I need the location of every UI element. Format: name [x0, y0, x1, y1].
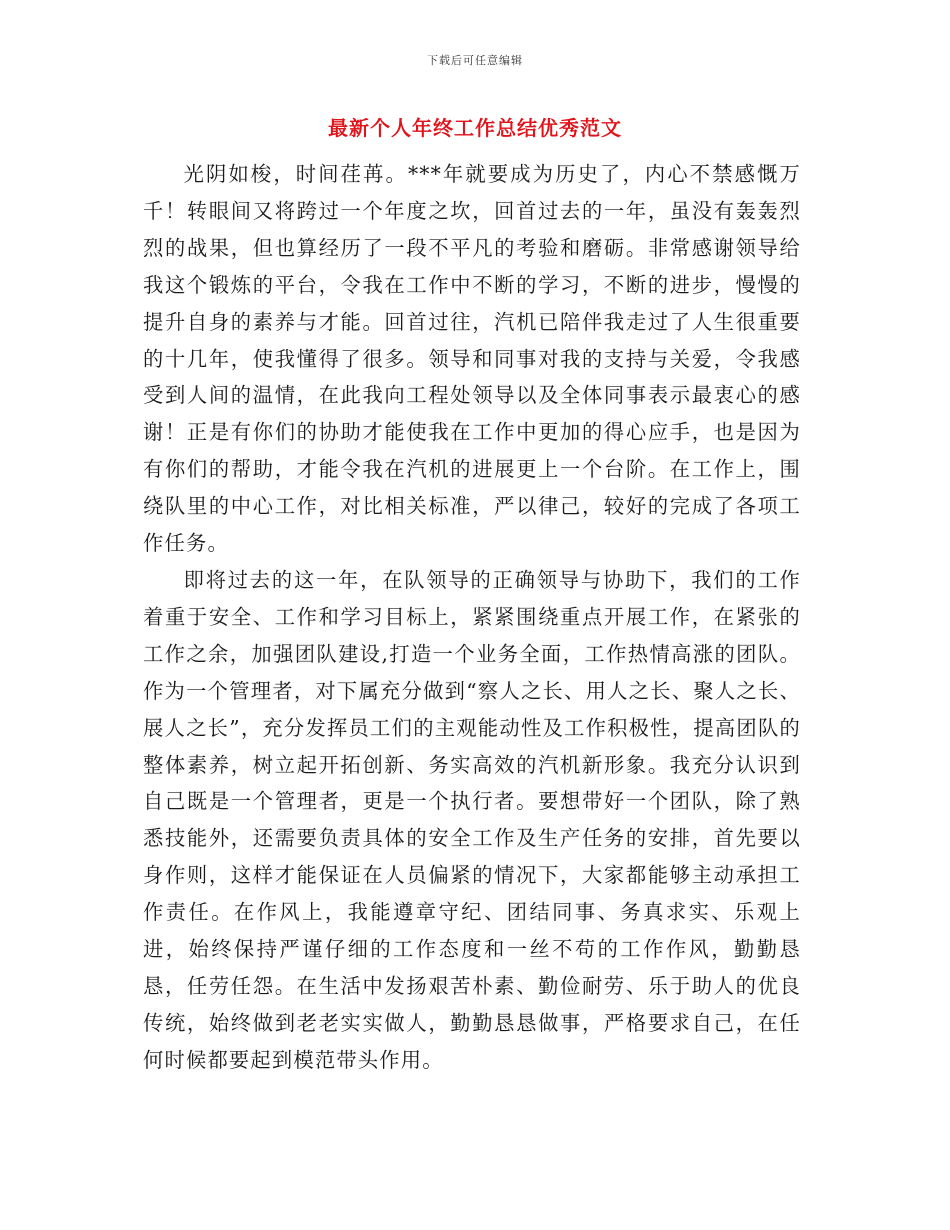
paragraph: 光阴如梭，时间荏苒。***年就要成为历史了，内心不禁感慨万千！转眼间又将跨过一个年度之坎，回首过去的一年，虽没有轰轰烈烈的战果，但也算经历了一段不平凡的考验和磨砺。非常感谢领导给我这个锻炼的平台，令我在工作中不断的学习，不断的进步，慢慢的提升自身的素养与才能。回首过往，汽机已陪伴我走过了人生很重要的十几年，使我懂得了很多。领导和同事对我的支持与关爱，令我感受到人间的温情，在此我向工程处领导以及全体同事表示最衷心的感谢！正是有你们的协助才能使我在工作中更加的得心应手，也是因为有你们的帮助，才能令我在汽机的进展更上一个台阶。在工作上，围绕队里的中心工作，对比相关标准，严以律己，较好的完成了各项工作任务。	[143, 162, 801, 556]
document-title: 最新个人年终工作总结优秀范文	[328, 116, 622, 140]
paragraph: 即将过去的这一年，在队领导的正确领导与协助下，我们的工作着重于安全、工作和学习目标上，紧紧围绕重点开展工作，在紧张的工作之余，加强团队建设,打造一个业务全面，工作热情高涨的团队。作为一个管理者，对下属充分做到“察人之长、用人之长、聚人之长、展人之长”，充分发挥员工们的主观能动性及工作积极性，提高团队的整体素养，树立起开拓创新、务实高效的汽机新形象。我充分认识到自己既是一个管理者，更是一个执行者。要想带好一个团队，除了熟悉技能外，还需要负责具体的安全工作及生产任务的安排，首先要以身作则，这样才能保证在人员偏紧的情况下，大家都能够主动承担工作责任。在作风上，我能遵章守纪、团结同事、务真求实、乐观上进，始终保持严谨仔细的工作态度和一丝不苟的工作作风，勤勤恳恳，任劳任怨。在生活中发扬艰苦朴素、勤俭耐劳、乐于助人的优良传统，始终做到老老实实做人，勤勤恳恳做事，严格要求自己，在任何时候都要起到模范带头作用。	[143, 567, 801, 1072]
document-body	[143, 156, 801, 1079]
header-note: 下载后可任意编辑	[427, 54, 523, 67]
